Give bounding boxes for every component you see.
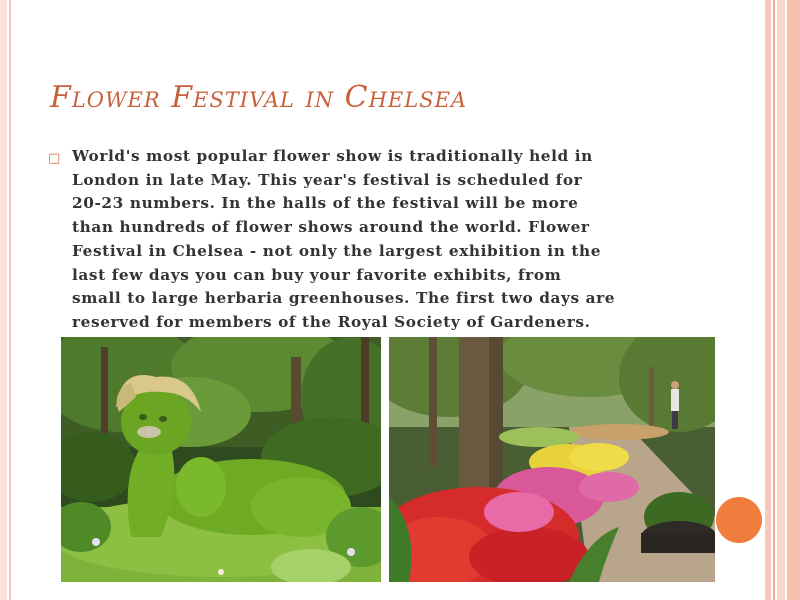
- left-border-stripe: [0, 0, 7, 600]
- moss-sculpture-garden-photo: [61, 337, 381, 582]
- bullet-square-icon: □: [48, 151, 61, 166]
- slide-title: Flower Festival in Chelsea: [50, 80, 468, 115]
- right-border-stripe: [777, 0, 785, 600]
- tulip-flower-beds-photo: [389, 337, 715, 582]
- body-line: London in late May. This year's festival is scheduled for: [72, 170, 583, 189]
- body-line: than hundreds of flower shows around the world. Flower: [72, 218, 590, 237]
- left-border-line: [9, 0, 11, 600]
- right-border-stripe: [765, 0, 771, 600]
- body-line: 20-23 numbers. In the halls of the festival will be more: [72, 194, 579, 213]
- right-border-stripe: [773, 0, 775, 600]
- decorative-orange-circle: [716, 497, 762, 543]
- right-border-stripe: [787, 0, 800, 600]
- slide-body-text: [72, 145, 712, 335]
- body-line: Festival in Chelsea - not only the largest exhibition in the: [72, 241, 602, 260]
- body-line: last few days you can buy your favorite exhibits, from: [72, 265, 562, 284]
- body-line: small to large herbaria greenhouses. The first two days are: [72, 289, 616, 308]
- body-line: World's most popular flower show is traditionally held in: [72, 147, 593, 165]
- body-line: reserved for members of the Royal Society of Gardeners.: [72, 312, 591, 331]
